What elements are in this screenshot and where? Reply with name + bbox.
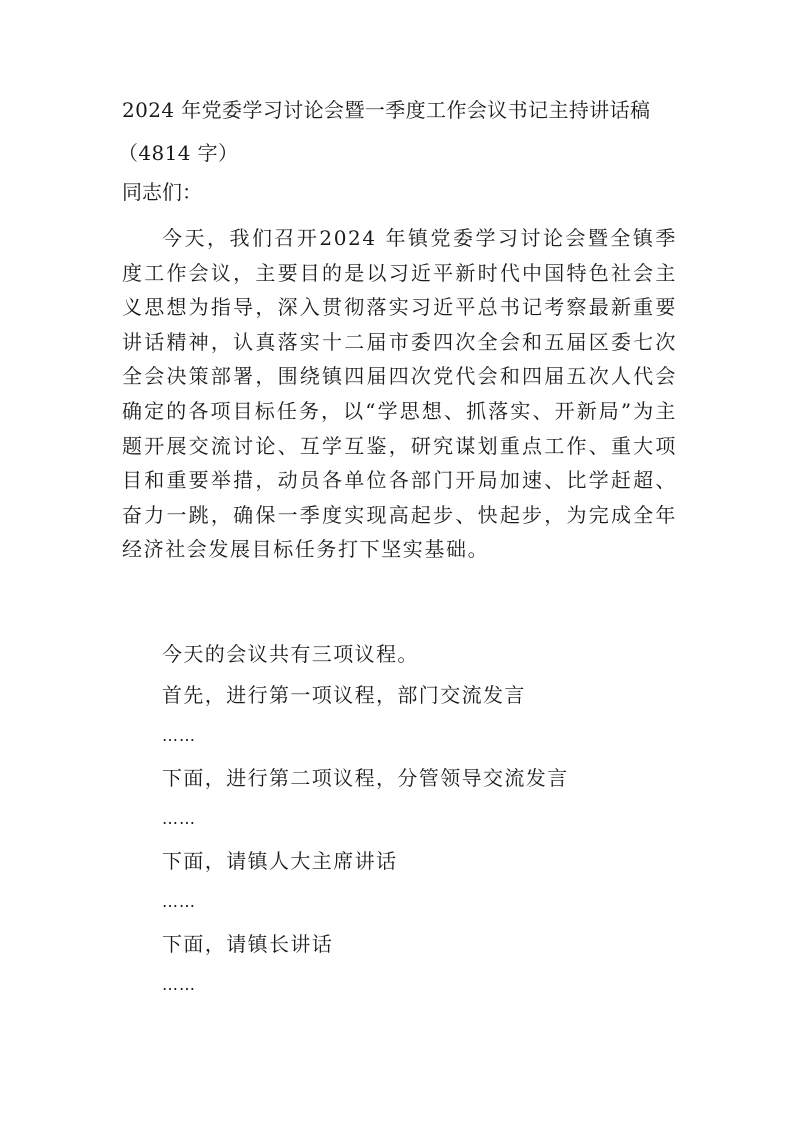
- agenda-ellipsis: ……: [162, 726, 196, 745]
- agenda-ellipsis: ……: [162, 892, 196, 911]
- agenda-item: 下面，进行第二项议程，分管领导交流发言: [162, 766, 569, 790]
- document-title: 2024 年党委学习讨论会暨一季度工作会议书记主持讲话稿: [122, 98, 651, 122]
- intro-paragraph: 今天，我们召开2024 年镇党委学习讨论会暨全镇季度工作会议，主要目的是以习近平新时代中国特色社会主义思想为指导，深入贯彻落实习近平总书记考察最新重要讲话精神，认真落实十二届市委四次全会和五届区委七次全会决策部署，围绕镇四届四次党代会和四届五次人代会确定的各项目标任务，以“学思想、抓落实、开新局”为主题开展交流讨论、互学互鉴，研究谋划重点工作、重大项目和重要举措，动员各单位各部门开局加速、比学赶超、奋力一跳，确保一季度实现高起步、快起步，为完成全年经济社会发展目标任务打下坚实基础。: [122, 226, 677, 562]
- agenda-item: 首先，进行第一项议程，部门交流发言: [162, 683, 526, 707]
- agenda-ellipsis: ……: [162, 809, 196, 828]
- salutation: 同志们：: [122, 180, 202, 204]
- document-word-count: （4814 字）: [118, 141, 239, 165]
- agenda-item: 下面，请镇人大主席讲话: [162, 849, 398, 873]
- agenda-ellipsis: ……: [162, 975, 196, 994]
- agenda-intro: 今天的会议共有三项议程。: [162, 642, 419, 666]
- agenda-item: 下面，请镇长讲话: [162, 932, 334, 956]
